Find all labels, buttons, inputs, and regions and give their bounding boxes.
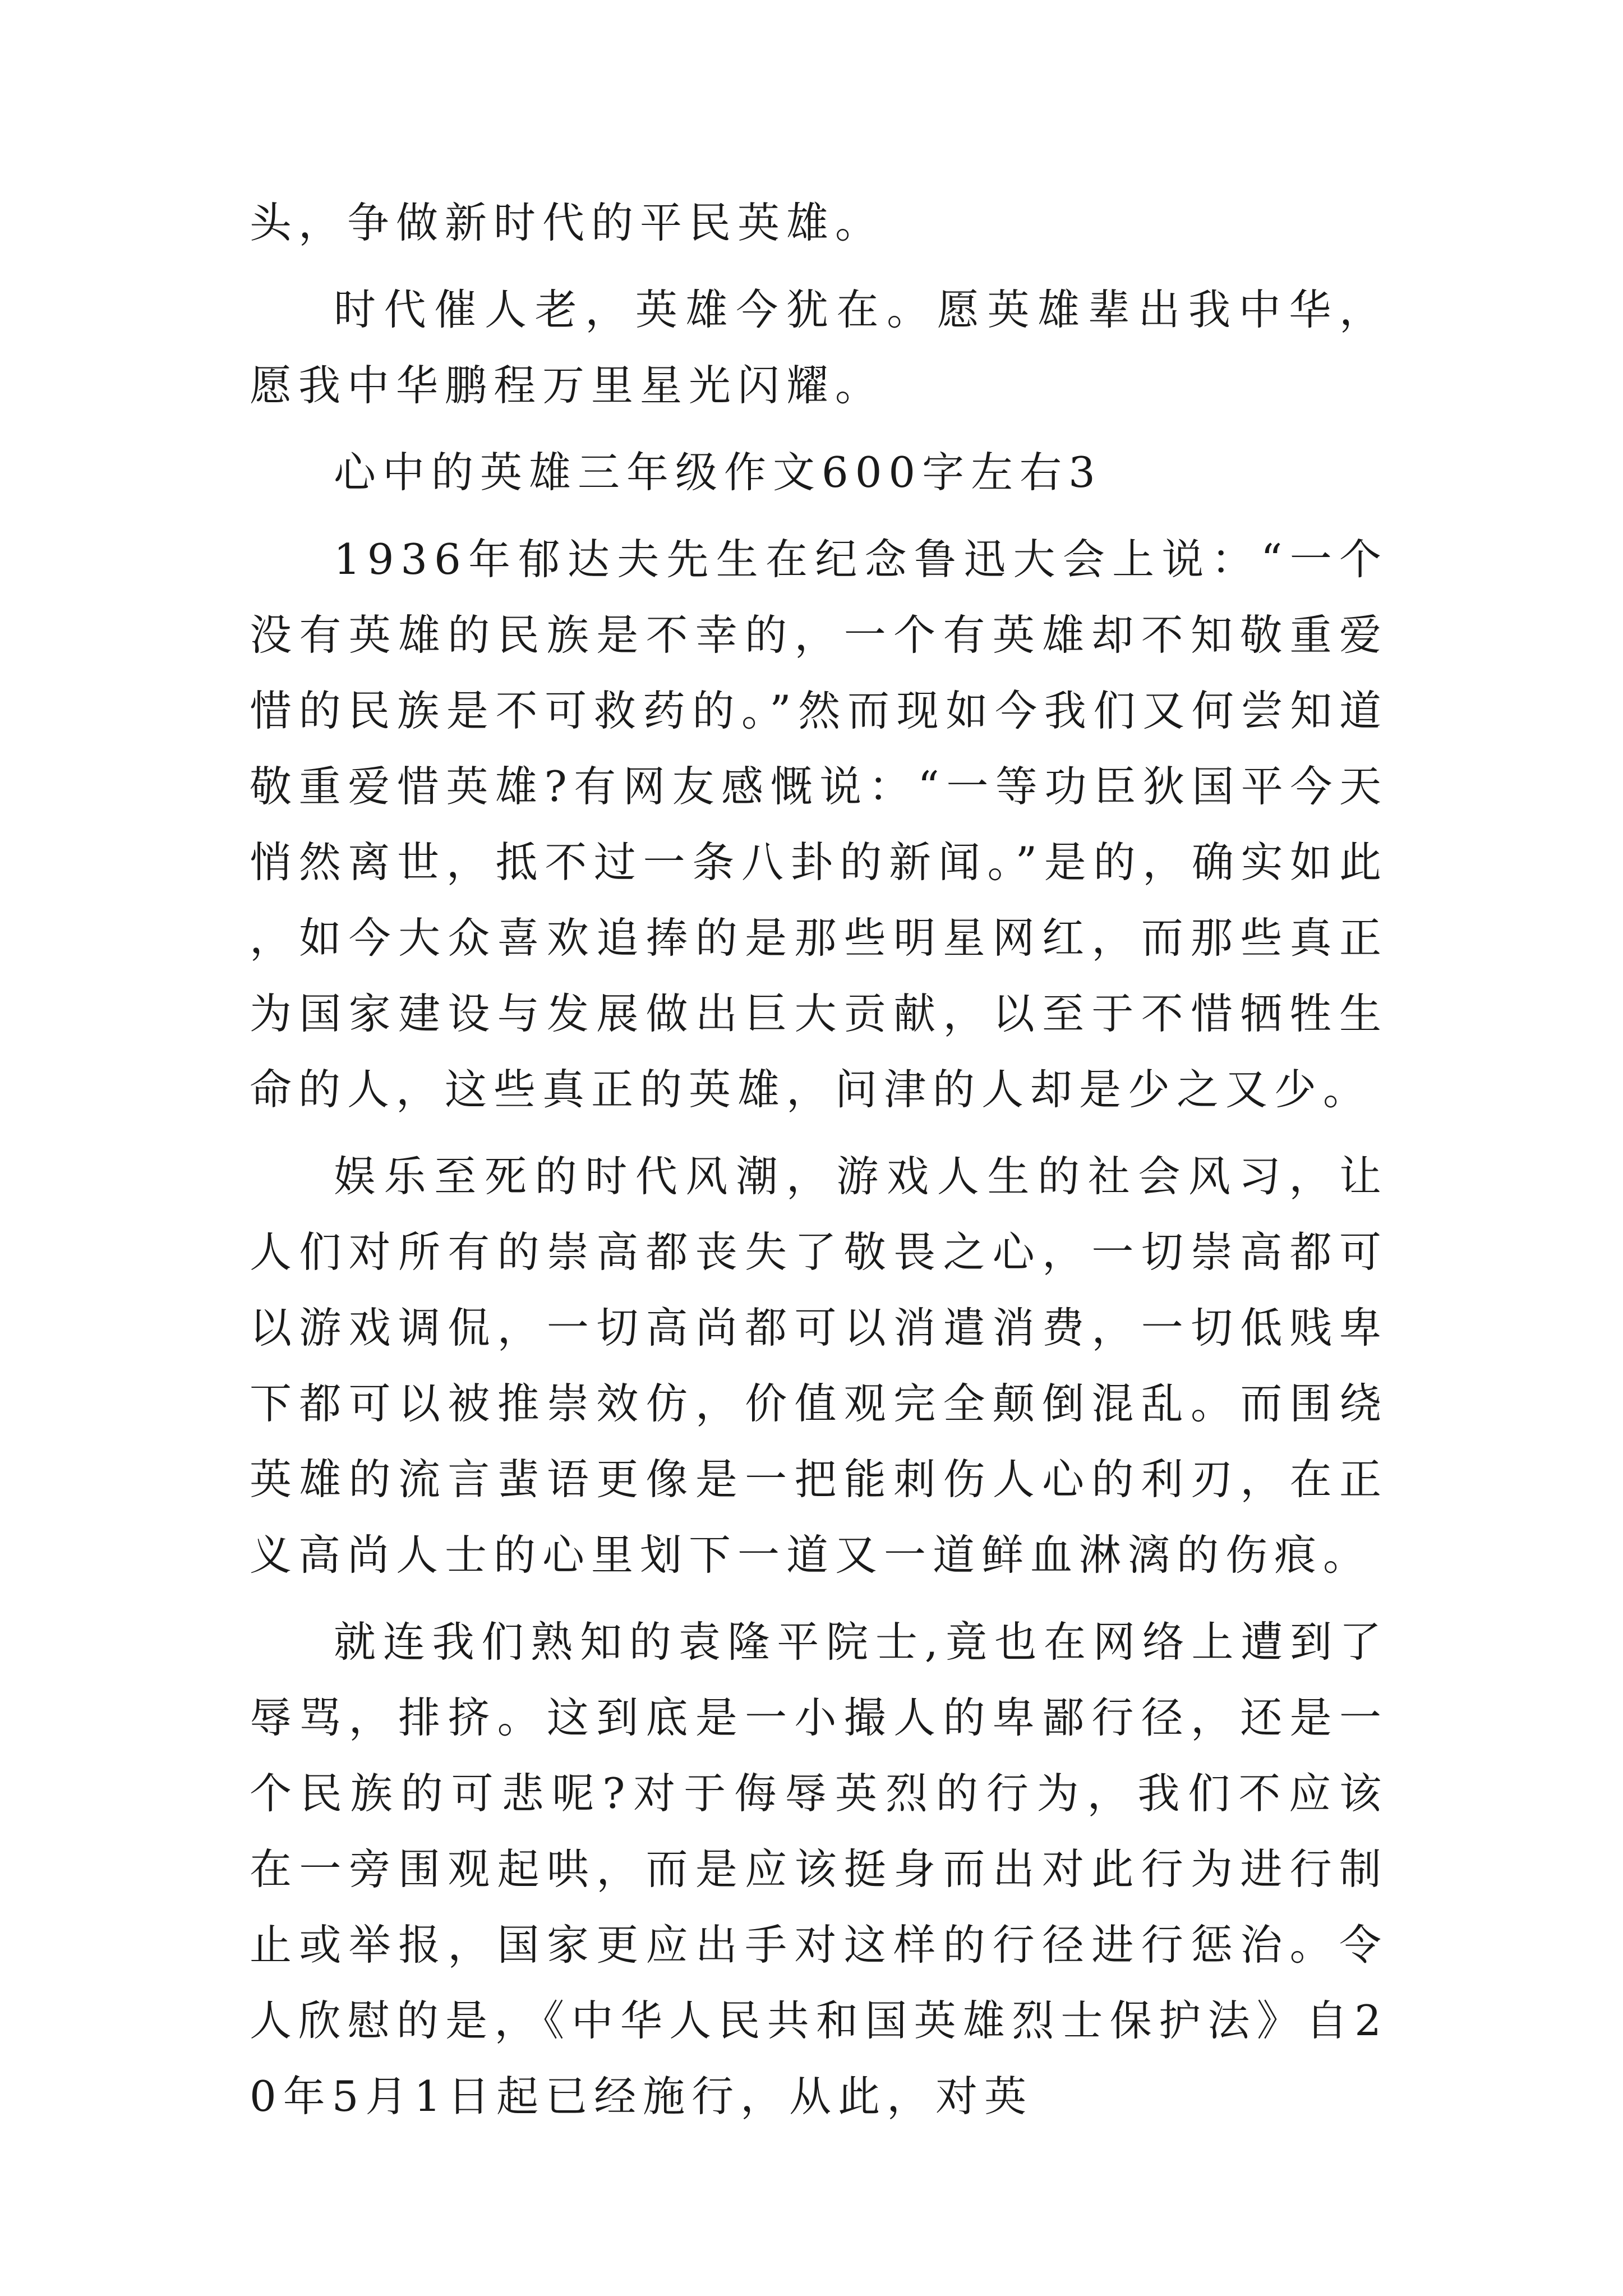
section-heading: 心中的英雄三年级作文600字左右3 <box>334 448 1102 497</box>
paragraph-quote: 1936年郁达夫先生在纪念鲁迅大会上说：“一个没有英雄的民族是不幸的，一个有英雄却不知敬重爱惜的民族是不可救药的。”然而现如今我们又何尝知道敬重爱惜英雄?有网友感慨说：“一等功臣狄国平今天悄然离世，抵不过一条八卦的新闻。”是的，确实如此，如今大众喜欢追捧的是那些明星网红，而那些真正为国家建设与发展做出巨大贡献，以至于不惜牺牲生命的人，这些真正的英雄，问津的人却是少之又少。 <box>250 535 1388 1114</box>
paragraph-entertainment: 娱乐至死的时代风潮，游戏人生的社会风习，让人们对所有的崇高都丧失了敬畏之心，一切崇高都可以游戏调侃，一切高尚都可以消遣消费，一切低贱卑下都可以被推崇效仿，价值观完全颠倒混乱。而围绕英雄的流言蜚语更像是一把能刺伤人心的利刃，在正义高尚人士的心里划下一道又一道鲜血淋漓的伤痕。 <box>250 1152 1388 1580</box>
paragraph-continuation: 头，争做新时代的平民英雄。 <box>250 198 884 247</box>
paragraph-yuan-longping: 就连我们熟知的袁隆平院士,竟也在网络上遭到了辱骂，排挤。这到底是一小撮人的卑鄙行径，还是一个民族的可悲呢?对于侮辱英烈的行为，我们不应该在一旁围观起哄，而是应该挺身而出对此行为进行制止或举报，国家更应出手对这样的行径进行惩治。令人欣慰的是，《中华人民共和国英雄烈士保护法》自20年5月1日起已经施行，从此，对英 <box>250 1617 1388 2121</box>
paragraph-closing: 时代催人老，英雄今犹在。愿英雄辈出我中华，愿我中华鹏程万里星光闪耀。 <box>250 285 1388 410</box>
document-body <box>250 185 1388 2134</box>
